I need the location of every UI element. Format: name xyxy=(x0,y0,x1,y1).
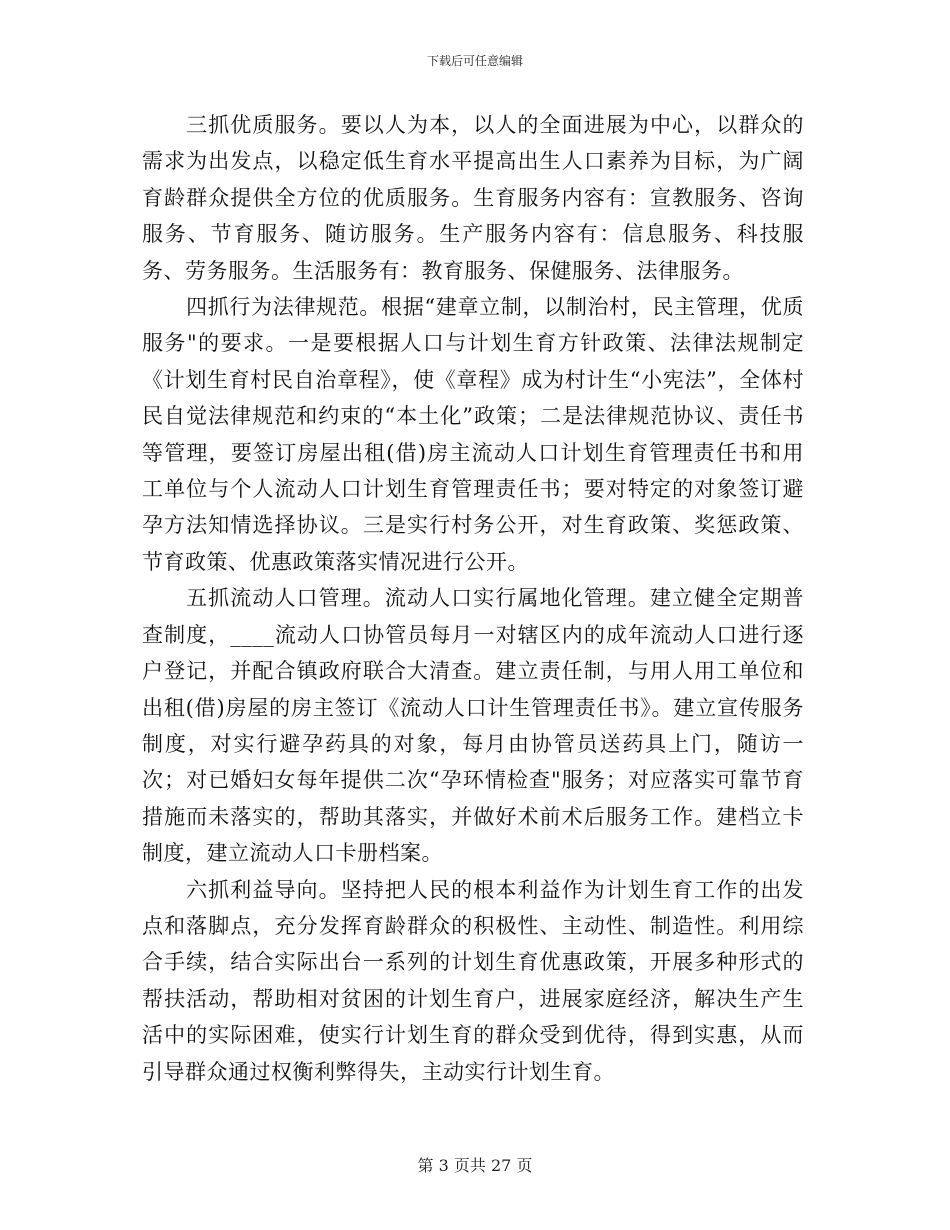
page-footer: 第 3 页共 27 页 xyxy=(417,1156,533,1175)
paragraph-floating-population: 五抓流动人口管理。流动人口实行属地化管理。建立健全定期普查制度，____流动人口协管员每月一对辖区内的成年流动人口进行逐户登记，并配合镇政府联合大清查。建立责任制，与用人用工单位和出租(借)房屋的房主签订《流动人口计生管理责任书》。建立宣传服务制度，对实行避孕药具的对象，每月由协管员送药具上门，随访一次；对已婚妇女每年提供二次“孕环情检查"服务；对应落实可靠节育措施而未落实的，帮助其落实，并做好术前术后服务工作。建档立卡制度，建立流动人口卡册档案。 xyxy=(142,586,804,866)
page-header: 下载后可任意编辑 xyxy=(426,54,523,68)
document-body xyxy=(142,107,804,1090)
paragraph-legal-norms: 四抓行为法律规范。根据“建章立制，以制治村，民主管理，优质服务"的要求。一是要根据人口与计划生育方针政策、法律法规制定《计划生育村民自治章程》，使《章程》成为村计生“小宪法”，全体村民自觉法律规范和约束的“本土化”政策；二是法律规范协议、责任书等管理，要签订房屋出租(借)房主流动人口计划生育管理责任书和用工单位与个人流动人口计划生育管理责任书；要对特定的对象签订避孕方法知情选择协议。三是实行村务公开，对生育政策、奖惩政策、节育政策、优惠政策落实情况进行公开。 xyxy=(142,295,804,574)
paragraph-service: 三抓优质服务。要以人为本，以人的全面进展为中心，以群众的需求为出发点，以稳定低生育水平提高出生人口素养为目标，为广阔育龄群众提供全方位的优质服务。生育服务内容有：宣教服务、咨询服务、节育服务、随访服务。生产服务内容有：信息服务、科技服务、劳务服务。生活服务有：教育服务、保健服务、法律服务。 xyxy=(142,113,804,283)
paragraph-interest-guidance: 六抓利益导向。坚持把人民的根本利益作为计划生育工作的出发点和落脚点，充分发挥育龄群众的积极性、主动性、制造性。利用综合手续，结合实际出台一系列的计划生育优惠政策，开展多种形式的帮扶活动，帮助相对贫困的计划生育户，进展家庭经济，解决生产生活中的实际困难，使实行计划生育的群众受到优待，得到实惠，从而引导群众通过权衡利弊得失，主动实行计划生育。 xyxy=(142,877,804,1084)
